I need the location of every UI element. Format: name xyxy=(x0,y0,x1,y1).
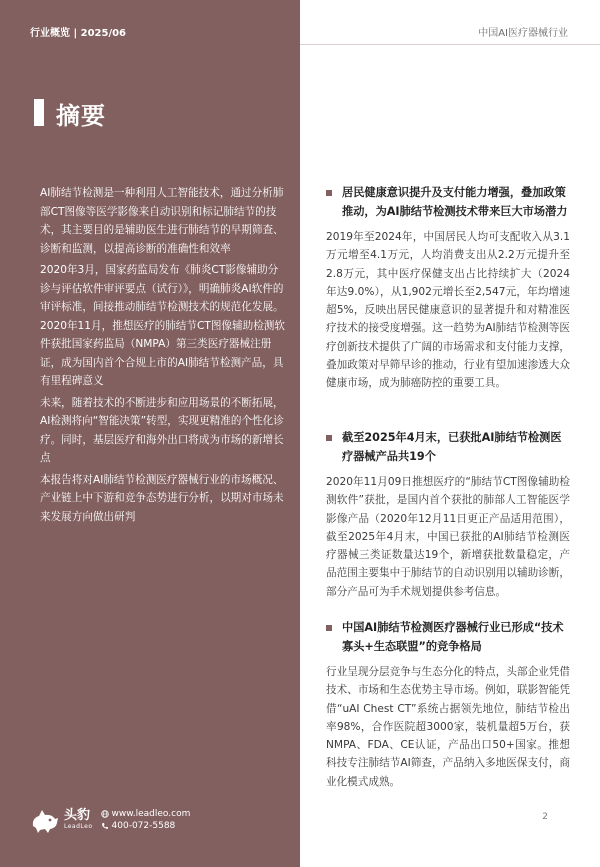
section-body: 2019年至2024年，中国居民人均可支配收入从3.1万元增至4.1万元，人均消费支出从2.2万元提升至2.8万元，其中医疗保健支出占比持续扩大（2024年达9.0%），从1,902元增长至2,547元，年均增速超5%，反映出居民健康意识的显著提升和对精准医疗技术的接受度增强。这一趋势为AI肺结节检测等医疗创新技术提供了广阔的市场需求和支付能力支撑，叠加政策对早筛早诊的推动，行业有望加速渗透大众健康市场，成为肺癌防控的重要工具。 xyxy=(326,231,570,390)
section-title: 中国AI肺结节检测医疗器械行业已形成“技术寡头+生态联盟”的竞争格局 xyxy=(342,621,564,653)
industry-label: 中国AI医疗器械行业 xyxy=(478,28,568,39)
section-heading xyxy=(326,429,570,466)
phone-row xyxy=(101,820,191,832)
intro-paragraph: 2020年3月，国家药监局发布《肺炎CT影像辅助分诊与评估软件审评要点（试行）》，明确肺炎AI软件的审评标准，间接推动肺结节检测技术的规范化发展。2020年11月，推想医疗的肺结节CT图像辅助检测软件获批国家药监局（NMPA）第三类医疗器械注册证，成为国内首个合规上市的AI肺结节检测产品，具有里程碑意义 xyxy=(40,264,285,387)
footer-brand xyxy=(30,806,190,834)
brand-name xyxy=(64,809,93,831)
brand-en: LeadLeo xyxy=(64,823,93,830)
website-link[interactable]: www.leadleo.com xyxy=(111,809,191,819)
brand-cn: 头豹 xyxy=(64,808,91,823)
phone-icon xyxy=(101,822,109,830)
contact-info xyxy=(101,808,191,832)
website-row[interactable] xyxy=(101,808,191,820)
section-heading xyxy=(326,184,570,221)
report-tag: 行业概览 | 2025/06 xyxy=(30,28,127,39)
page-title: 摘要 xyxy=(56,102,106,130)
title-marker xyxy=(34,99,44,126)
leadleo-dog-logo-icon xyxy=(30,806,60,834)
summary-section xyxy=(326,619,570,791)
intro-paragraph: 本报告将对AI肺结节检测医疗器械行业的市场概况、产业链上中下游和竞争态势进行分析，以期对市场未来发展方向做出研判 xyxy=(40,473,284,523)
header-divider xyxy=(300,44,600,45)
square-bullet-icon xyxy=(326,625,332,631)
section-title: 截至2025年4月末，已获批AI肺结节检测医疗器械产品共19个 xyxy=(342,431,562,463)
square-bullet-icon xyxy=(326,435,332,441)
phone-number: 400-072-5588 xyxy=(111,821,176,831)
page-number: 2 xyxy=(542,812,548,822)
globe-icon xyxy=(101,810,109,818)
summary-section xyxy=(326,184,570,393)
section-heading xyxy=(326,619,570,656)
section-title: 居民健康意识提升及支付能力增强，叠加政策推动，为AI肺结节检测技术带来巨大市场潜力 xyxy=(342,186,568,218)
section-body: 2020年11月09日推想医疗的“肺结节CT图像辅助检测软件”获批，是国内首个获批的肺部人工智能医学影像产品（2020年12月11日更正产品适用范围），截至2025年4月末，中国已获批的AI肺结节检测医疗器械三类证数量达19个，新增获批数量稳定，产品范围主要集中于肺结节的自动识别用以辅助诊断，部分产品可为手术规划提供参考信息。 xyxy=(326,476,570,598)
intro-paragraph: AI肺结节检测是一种利用人工智能技术，通过分析肺部CT图像等医学影像来自动识别和标记肺结节的技术，其主要目的是辅助医生进行肺结节的早期筛查、诊断和监测，以提高诊断的准确性和效率 xyxy=(40,187,284,255)
intro-paragraph: 未来，随着技术的不断进步和应用场景的不断拓展，AI检测将向“智能决策”转型，实现更精准的个性化诊疗。同时，基层医疗和海外出口将成为市场的新增长点 xyxy=(40,396,284,464)
section-body: 行业呈现分层竞争与生态分化的特点，头部企业凭借技术、市场和生态优势主导市场。例如，联影智能凭借“uAI Chest CT”系统占据领先地位，肺结节检出率98%，合作医院超3000家，装机量超5万台，获NMPA、FDA、CE认证，产品出口50+国家。推想科技专注肺结节AI筛查，产品纳入多地医保支付，商业化模式成熟。 xyxy=(326,666,570,788)
square-bullet-icon xyxy=(326,190,332,196)
summary-section xyxy=(326,429,570,601)
intro-text xyxy=(40,184,288,529)
